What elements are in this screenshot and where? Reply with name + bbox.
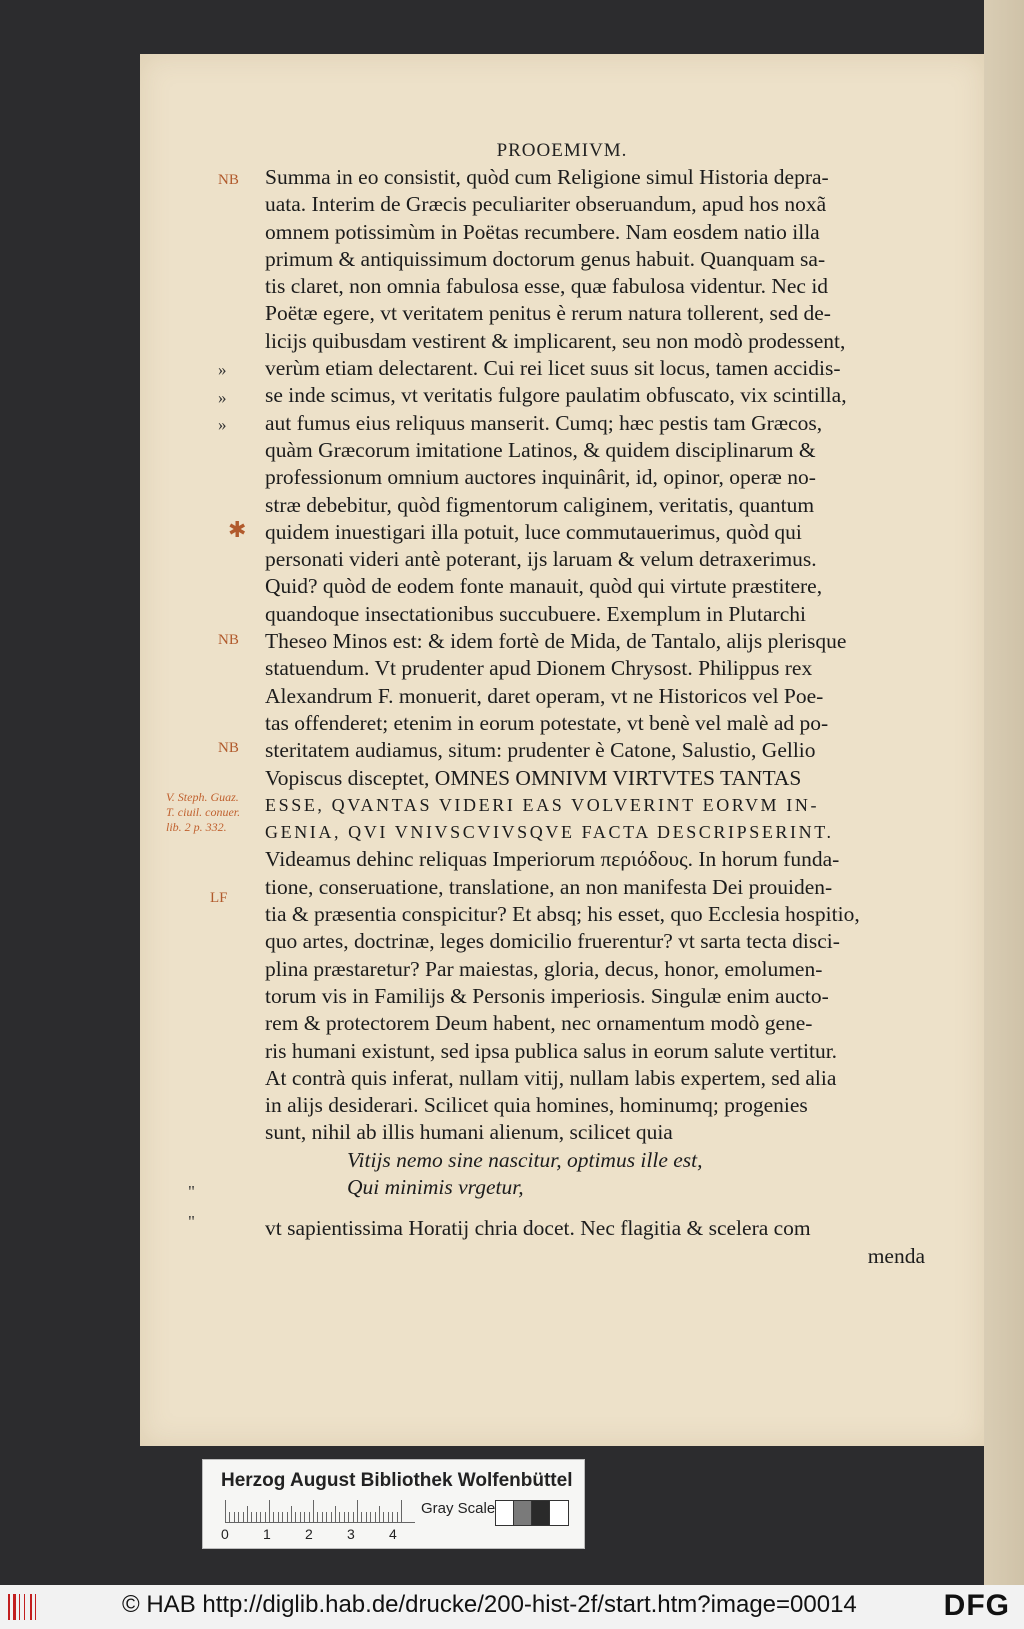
- ruler-tick: [251, 1512, 252, 1522]
- text-line: rem & protectorem Deum habent, nec ornamentum modò gene-: [265, 1011, 813, 1036]
- book-page: [140, 54, 984, 1446]
- ruler-tick: [247, 1506, 248, 1522]
- text-line: tia & præsentia conspicitur? Et absq; his esset, quo Ecclesia hospitio,: [265, 902, 860, 927]
- text-line: Alexandrum F. monuerit, daret operam, vt ne Historicos vel Poe-: [265, 683, 824, 708]
- text-line: Summa in eo consistit, quòd cum Religione simul Historia depra-: [265, 165, 829, 189]
- ruler-tick: [295, 1512, 296, 1522]
- ruler-number: 0: [221, 1526, 229, 1542]
- text-line: aut fumus eius reliquus manserit. Cumq; hæc pestis tam Græcos,: [265, 410, 823, 435]
- gray-swatch: [495, 1500, 515, 1526]
- ruler-tick: [353, 1512, 354, 1522]
- verse-line: Qui minimis vrgetur,: [347, 1174, 524, 1199]
- ruler-tick: [309, 1512, 310, 1522]
- text-line: verùm etiam delectarent. Cui rei licet suus sit locus, tamen accidis-: [265, 356, 841, 381]
- ruler-tick: [383, 1512, 384, 1522]
- text-line: quo artes, doctrinæ, leges domicilio fruerentur? vt sarta tecta disci-: [265, 929, 840, 954]
- ruler-tick: [348, 1512, 349, 1522]
- text-line: Poëtæ egere, vt veritatem penitus è rerum natura tollerent, sed de-: [265, 301, 831, 326]
- handwritten-mark: LF: [210, 890, 228, 906]
- text-line: tis claret, non omnia fabulosa esse, quæ fabulosa videntur. Nec id: [265, 274, 829, 299]
- handwritten-side-note: [166, 790, 266, 835]
- ruler-tick: [304, 1512, 305, 1522]
- text-line: torum vis in Familijs & Personis imperiosis. Singulæ enim aucto-: [265, 983, 829, 1008]
- ruler-tick: [331, 1512, 332, 1522]
- ruler-tick: [278, 1512, 279, 1522]
- barcode-bar: [13, 1594, 16, 1620]
- text-line: quandoque insectationibus succubuere. Exemplum in Plutarchi: [265, 601, 806, 626]
- ruler-number: 2: [305, 1526, 313, 1542]
- ruler-tick: [238, 1512, 239, 1522]
- copyright-url[interactable]: © HAB http://diglib.hab.de/drucke/200-hist-2f/start.htm?image=00014: [122, 1591, 857, 1618]
- ruler-tick: [243, 1512, 244, 1522]
- nota-bene-mark: NB: [218, 632, 239, 648]
- footer-bar: [0, 1585, 1024, 1629]
- ruler-number: 3: [347, 1526, 355, 1542]
- barcode-bar: [19, 1594, 20, 1620]
- text-line-capitals: GENIA, QVI VNIVSCVIVSQVE FACTA DESCRIPSERINT.: [265, 822, 834, 843]
- gray-scale-label: Gray Scale: [421, 1500, 496, 1517]
- ruler-tick: [357, 1500, 358, 1522]
- text-line: personati videri antè poterant, ijs laruam & velum detraxerimus.: [265, 547, 817, 572]
- library-color-card: [202, 1459, 585, 1549]
- text-line: plina præstaretur? Par maiestas, gloria, decus, honor, emolumen-: [265, 956, 823, 981]
- nota-bene-mark: NB: [218, 172, 239, 188]
- text-line: Quid? quòd de eodem fonte manauit, quòd qui virtute præstitere,: [265, 574, 823, 599]
- text-line: quàm Græcorum imitatione Latinos, & quidem disciplinarum &: [265, 437, 816, 462]
- gray-swatch: [531, 1500, 551, 1526]
- gray-swatch: [549, 1500, 569, 1526]
- text-line: Videamus dehinc reliquas Imperiorum περιόδους. In horum funda-: [265, 847, 840, 872]
- side-note-line: T. ciuil. conuer.: [166, 805, 241, 819]
- text-line: se inde scimus, vt veritatis fulgore paulatim obfuscato, vix scintilla,: [265, 383, 847, 408]
- ruler-tick: [282, 1512, 283, 1522]
- ruler-number: 1: [263, 1526, 271, 1542]
- text-line: primum & antiquissimum doctorum genus habuit. Quanquam sa-: [265, 246, 826, 271]
- verse-line: Vitijs nemo sine nascitur, optimus ille est,: [347, 1147, 703, 1172]
- ruler-tick: [379, 1506, 380, 1522]
- ruler-tick: [273, 1512, 274, 1522]
- ruler-tick: [234, 1512, 235, 1522]
- scale-ruler: [225, 1500, 415, 1523]
- gray-swatch: [513, 1500, 533, 1526]
- ruler-tick: [313, 1500, 314, 1522]
- ruler-tick: [265, 1512, 266, 1522]
- ruler-tick: [291, 1506, 292, 1522]
- barcode-bar: [8, 1594, 10, 1620]
- ruler-tick: [392, 1512, 393, 1522]
- barcode-icon: [8, 1594, 46, 1620]
- ruler-tick: [260, 1512, 261, 1522]
- barcode-bar: [24, 1594, 25, 1620]
- ruler-tick: [269, 1500, 270, 1522]
- dfg-logo: DFG: [943, 1589, 1010, 1622]
- text-line: Theseo Minos est: & idem fortè de Mida, de Tantalo, alijs plerisque: [265, 629, 847, 654]
- ruler-tick: [388, 1512, 389, 1522]
- side-note-line: lib. 2 p. 332.: [166, 820, 227, 834]
- ruler-tick: [370, 1512, 371, 1522]
- ruler-tick: [256, 1512, 257, 1522]
- quote-mark: »: [218, 388, 227, 407]
- text-line: quidem inuestigari illa potuit, luce commutauerimus, quòd qui: [265, 519, 802, 544]
- text-line-capitals: ESSE, QVANTAS VIDERI EAS VOLVERINT EORVM IN-: [265, 794, 820, 815]
- ruler-tick: [229, 1512, 230, 1522]
- text-line: omnem potissimùm in Poëtas recumbere. Nam eosdem natio illa: [265, 219, 820, 244]
- text-line: licijs quibusdam vestirent & implicarent, seu non modò prodessent,: [265, 328, 846, 353]
- ruler-tick: [326, 1512, 327, 1522]
- page-header: PROOEMIVM.: [496, 140, 628, 161]
- line-gap: [265, 1201, 925, 1215]
- text-line: tas offenderet; etenim in eorum potestate, vt benè vel malè ad po-: [265, 710, 829, 735]
- ruler-tick: [344, 1512, 345, 1522]
- barcode-bar: [30, 1594, 32, 1620]
- asterisk-mark: ✱: [228, 517, 247, 542]
- nota-bene-mark: NB: [218, 740, 239, 756]
- ruler-tick: [375, 1512, 376, 1522]
- text-line: in alijs desiderari. Scilicet quia homines, hominumq; progenies: [265, 1093, 808, 1118]
- text-line: stræ debebitur, quòd figmentorum caliginem, veritatis, quantum: [265, 492, 815, 517]
- ruler-tick: [225, 1500, 226, 1522]
- text-line: uata. Interim de Græcis peculiariter obseruandum, apud hos noxã: [265, 192, 827, 217]
- ruler-number: 4: [389, 1526, 397, 1542]
- quote-mark: »: [218, 415, 227, 434]
- ruler-tick: [322, 1512, 323, 1522]
- text-line: tione, conseruatione, translatione, an non manifesta Dei prouiden-: [265, 874, 833, 899]
- ruler-tick: [335, 1506, 336, 1522]
- library-name: Herzog August Bibliothek Wolfenbüttel: [221, 1470, 573, 1491]
- quote-mark: ": [188, 1212, 195, 1231]
- quote-mark: »: [218, 360, 227, 379]
- ruler-tick: [361, 1512, 362, 1522]
- side-note-line: V. Steph. Guaz.: [166, 790, 239, 804]
- text-line: vt sapientissima Horatij chria docet. Nec flagitia & scelera com: [265, 1216, 811, 1241]
- ruler-tick: [317, 1512, 318, 1522]
- barcode-bar: [35, 1594, 36, 1620]
- text-line: sunt, nihil ab illis humani alienum, scilicet quia: [265, 1120, 673, 1145]
- text-line: Vopiscus disceptet, OMNES OMNIVM VIRTVTES TANTAS: [265, 765, 802, 790]
- ruler-tick: [300, 1512, 301, 1522]
- ruler-tick: [397, 1512, 398, 1522]
- text-line: ris humani existunt, sed ipsa publica salus in eorum salute vertitur.: [265, 1038, 838, 1063]
- text-line: At contrà quis inferat, nullam vitij, nullam labis expertem, sed alia: [265, 1065, 837, 1090]
- ruler-tick: [287, 1512, 288, 1522]
- catchword: menda: [867, 1243, 925, 1268]
- quote-mark: ": [188, 1182, 195, 1201]
- text-line: professionum omnium auctores inquinârit, id, opinor, operæ no-: [265, 465, 816, 490]
- next-page-edge: [984, 0, 1024, 1585]
- ruler-tick: [366, 1512, 367, 1522]
- ruler-tick: [401, 1500, 402, 1522]
- text-line: statuendum. Vt prudenter apud Dionem Chrysost. Philippus rex: [265, 656, 813, 681]
- text-line: steritatem audiamus, situm: prudenter è Catone, Salustio, Gellio: [265, 738, 816, 763]
- ruler-tick: [339, 1512, 340, 1522]
- body-text: [265, 164, 925, 1270]
